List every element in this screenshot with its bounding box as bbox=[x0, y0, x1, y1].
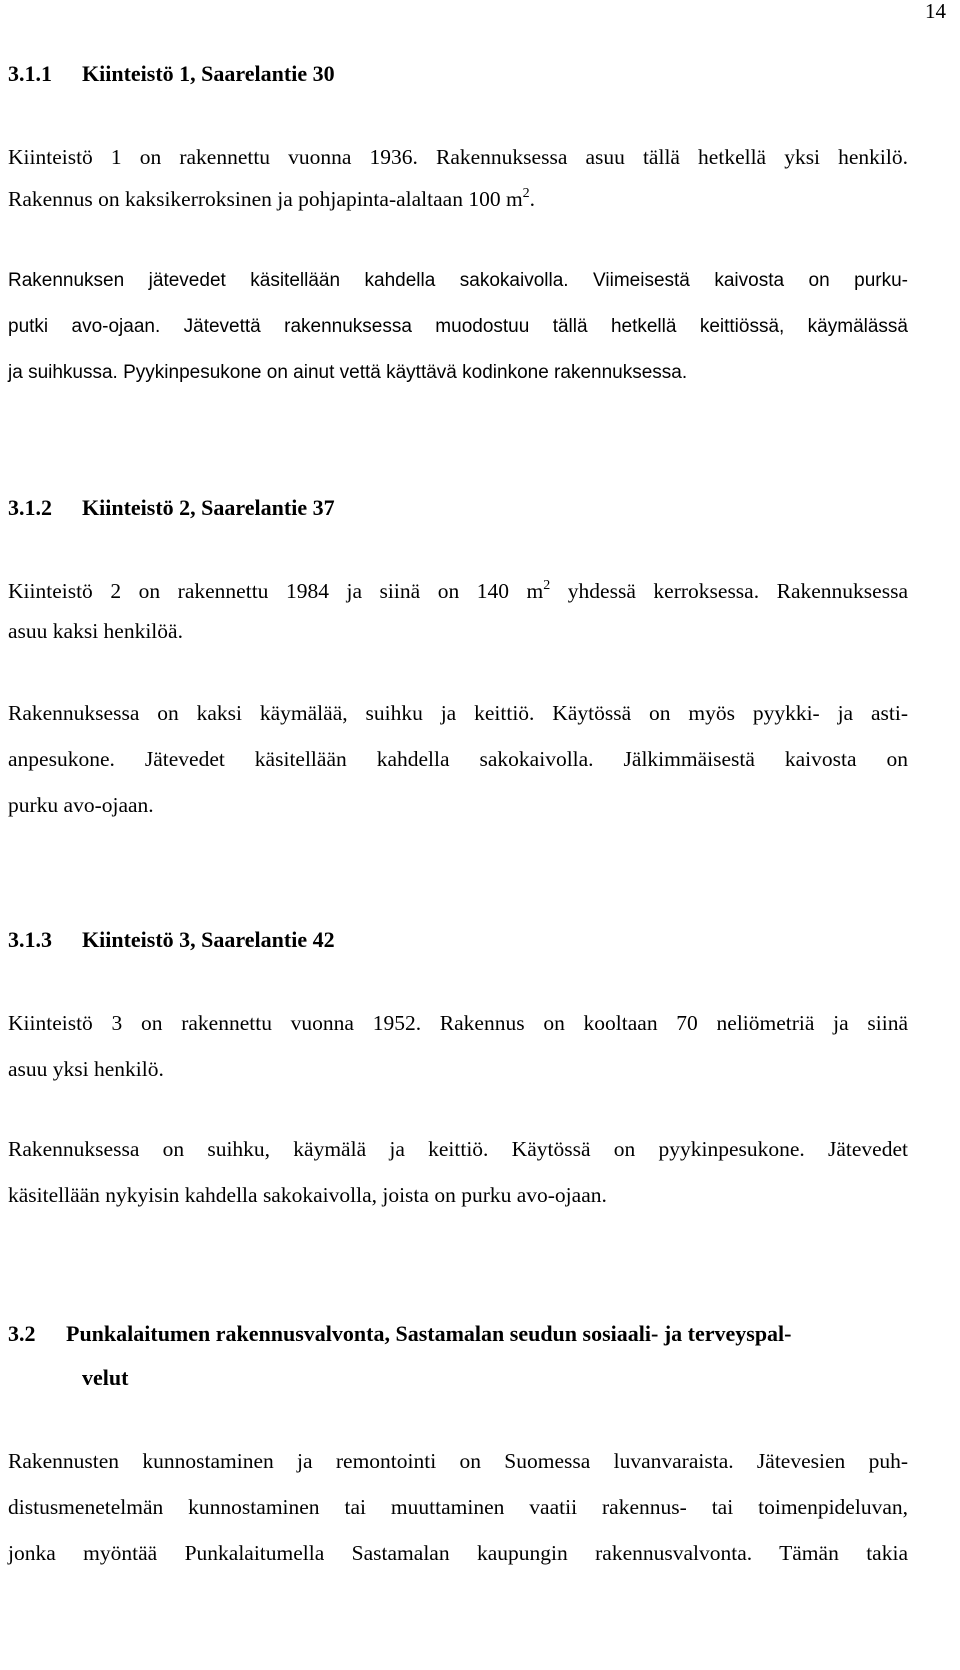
paragraph bbox=[8, 258, 908, 396]
section-heading-line bbox=[8, 1314, 908, 1354]
heading-indent bbox=[8, 1358, 82, 1398]
section-number: 3.1.2 bbox=[8, 495, 52, 520]
section-title: Kiinteistö 3, Saarelantie 42 bbox=[82, 927, 335, 952]
section-number: 3.1.3 bbox=[8, 927, 52, 952]
text-line: putki avo-ojaan. Jätevettä rakennuksessa muodostuu tällä hetkellä keittiössä, käymälässä bbox=[8, 316, 908, 337]
text-line bbox=[8, 176, 908, 222]
section-heading-3-1-1 bbox=[8, 54, 908, 94]
text-line: käsitellään nykyisin kahdella sakokaivolla, joista on purku avo-ojaan. bbox=[8, 1183, 607, 1207]
superscript: 2 bbox=[522, 186, 530, 201]
paragraph bbox=[8, 134, 908, 222]
text-line: asuu yksi henkilö. bbox=[8, 1057, 164, 1081]
paragraph bbox=[8, 1000, 908, 1092]
text-line: asuu kaksi henkilöä. bbox=[8, 619, 183, 643]
paragraph bbox=[8, 690, 908, 828]
text-span: . bbox=[529, 187, 536, 211]
section-heading-3-1-2 bbox=[8, 488, 908, 528]
text-line: anpesukone. Jätevedet käsitellään kahdella sakokaivolla. Jälkimmäisestä kaivosta on bbox=[8, 747, 908, 771]
text-line: Rakennuksessa on kaksi käymälää, suihku ja keittiö. Käytössä on myös pyykki- ja asti- bbox=[8, 701, 908, 725]
text-span: Rakennus on kaksikerroksinen ja pohjapinta-alaltaan 100 m bbox=[8, 187, 523, 211]
superscript: 2 bbox=[543, 578, 551, 593]
section-heading-3-1-3 bbox=[8, 920, 908, 960]
paragraph bbox=[8, 1126, 908, 1218]
section-title: Punkalaitumen rakennusvalvonta, Sastamalan seudun sosiaali- ja terveyspal- bbox=[66, 1321, 792, 1346]
section-title: Kiinteistö 1, Saarelantie 30 bbox=[82, 61, 335, 86]
text-span: yhdessä kerroksessa. Rakennuksessa bbox=[550, 579, 908, 603]
paragraph bbox=[8, 1438, 908, 1576]
paragraph bbox=[8, 568, 908, 654]
section-heading-line bbox=[8, 1358, 908, 1398]
section-title: Kiinteistö 2, Saarelantie 37 bbox=[82, 495, 335, 520]
text-span: Kiinteistö 2 on rakennettu 1984 ja siinä on 140 m bbox=[8, 579, 544, 603]
text-line: Kiinteistö 1 on rakennettu vuonna 1936. Rakennuksessa asuu tällä hetkellä yksi henkilö. bbox=[8, 145, 908, 169]
text-line: ja suihkussa. Pyykinpesukone on ainut vettä käyttävä kodinkone rakennuksessa. bbox=[8, 362, 688, 383]
text-line: Rakennuksessa on suihku, käymälä ja keittiö. Käytössä on pyykinpesukone. Jätevedet bbox=[8, 1137, 908, 1161]
text-line: jonka myöntää Punkalaitumella Sastamalan kaupungin rakennusvalvonta. Tämän takia bbox=[8, 1541, 908, 1565]
text-line: Rakennuksen jätevedet käsitellään kahdella sakokaivolla. Viimeisestä kaivosta on purku- bbox=[8, 270, 908, 291]
text-line: purku avo-ojaan. bbox=[8, 793, 154, 817]
text-line: Rakennusten kunnostaminen ja remontointi on Suomessa luvanvaraista. Jätevesien puh- bbox=[8, 1449, 908, 1473]
section-heading-3-2 bbox=[8, 1314, 908, 1398]
section-number: 3.2 bbox=[8, 1321, 36, 1346]
page-number: 14 bbox=[925, 0, 946, 23]
text-line: distusmenetelmän kunnostaminen tai muuttaminen vaatii rakennus- tai toimenpideluvan, bbox=[8, 1495, 908, 1519]
text-line: Kiinteistö 3 on rakennettu vuonna 1952. Rakennus on kooltaan 70 neliömetriä ja siinä bbox=[8, 1011, 908, 1035]
section-number: 3.1.1 bbox=[8, 61, 52, 86]
page-content bbox=[8, 54, 908, 1576]
section-title-continued: velut bbox=[82, 1365, 129, 1390]
